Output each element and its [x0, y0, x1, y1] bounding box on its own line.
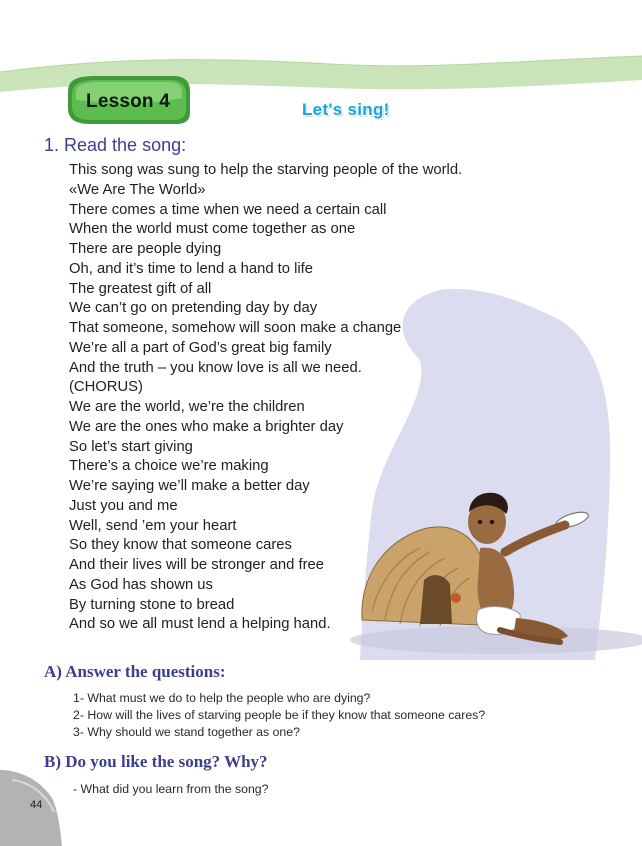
page-number: 44: [30, 799, 43, 811]
song-line: So they know that someone cares: [69, 537, 292, 554]
questions-list: [73, 690, 485, 741]
song-line: When the world must come together as one: [69, 221, 356, 238]
song-line: Oh, and it’s time to lend a hand to life: [69, 260, 314, 277]
song-line: We’re saying we’ll make a better day: [69, 478, 310, 494]
song-lyrics: [69, 161, 462, 635]
song-line: There comes a time when we need a certain call: [69, 201, 387, 218]
question-item: 1- What must we do to help the people who are dying?: [73, 691, 371, 705]
song-line: By turning stone to bread: [69, 596, 235, 613]
song-line: We’re all a part of God’s great big family: [69, 339, 332, 356]
song-line: And the truth – you know love is all we need.: [69, 359, 362, 376]
question-item: 3- Why should we stand together as one?: [73, 725, 300, 739]
song-line: We can’t go on pretending day by day: [69, 300, 318, 317]
read-song-heading: 1. Read the song:: [44, 135, 187, 155]
song-line: There’s a choice we’re making: [69, 458, 269, 475]
question-item: - What did you learn from the song?: [73, 782, 269, 796]
song-line: And their lives will be stronger and free: [69, 557, 324, 573]
song-line: Just you and me: [69, 497, 178, 514]
song-line: We are the world, we’re the children: [69, 399, 305, 415]
song-line: The greatest gift of all: [69, 280, 212, 297]
question-item: 2- How will the lives of starving people be if they know that someone cares?: [73, 708, 486, 722]
lesson-label: Lesson 4: [86, 91, 170, 112]
song-line: Well, send ’em your heart: [69, 517, 237, 534]
song-line: That someone, somehow will soon make a change: [69, 320, 402, 336]
song-line: «We Are The World»: [69, 181, 206, 198]
song-line: There are people dying: [69, 241, 222, 257]
answer-questions-heading: A) Answer the questions:: [44, 662, 226, 681]
reflection-list: [73, 781, 268, 798]
page-title: Let's sing!: [302, 100, 390, 119]
like-song-heading: B) Do you like the song? Why?: [44, 752, 268, 771]
song-line: As God has shown us: [69, 576, 213, 593]
song-line: So let’s start giving: [69, 438, 193, 455]
song-line: We are the ones who make a brighter day: [69, 418, 344, 435]
song-line: (CHORUS): [69, 379, 143, 396]
song-line: And so we all must lend a helping hand.: [69, 616, 331, 633]
song-line: This song was sung to help the starving people of the world.: [69, 162, 463, 178]
